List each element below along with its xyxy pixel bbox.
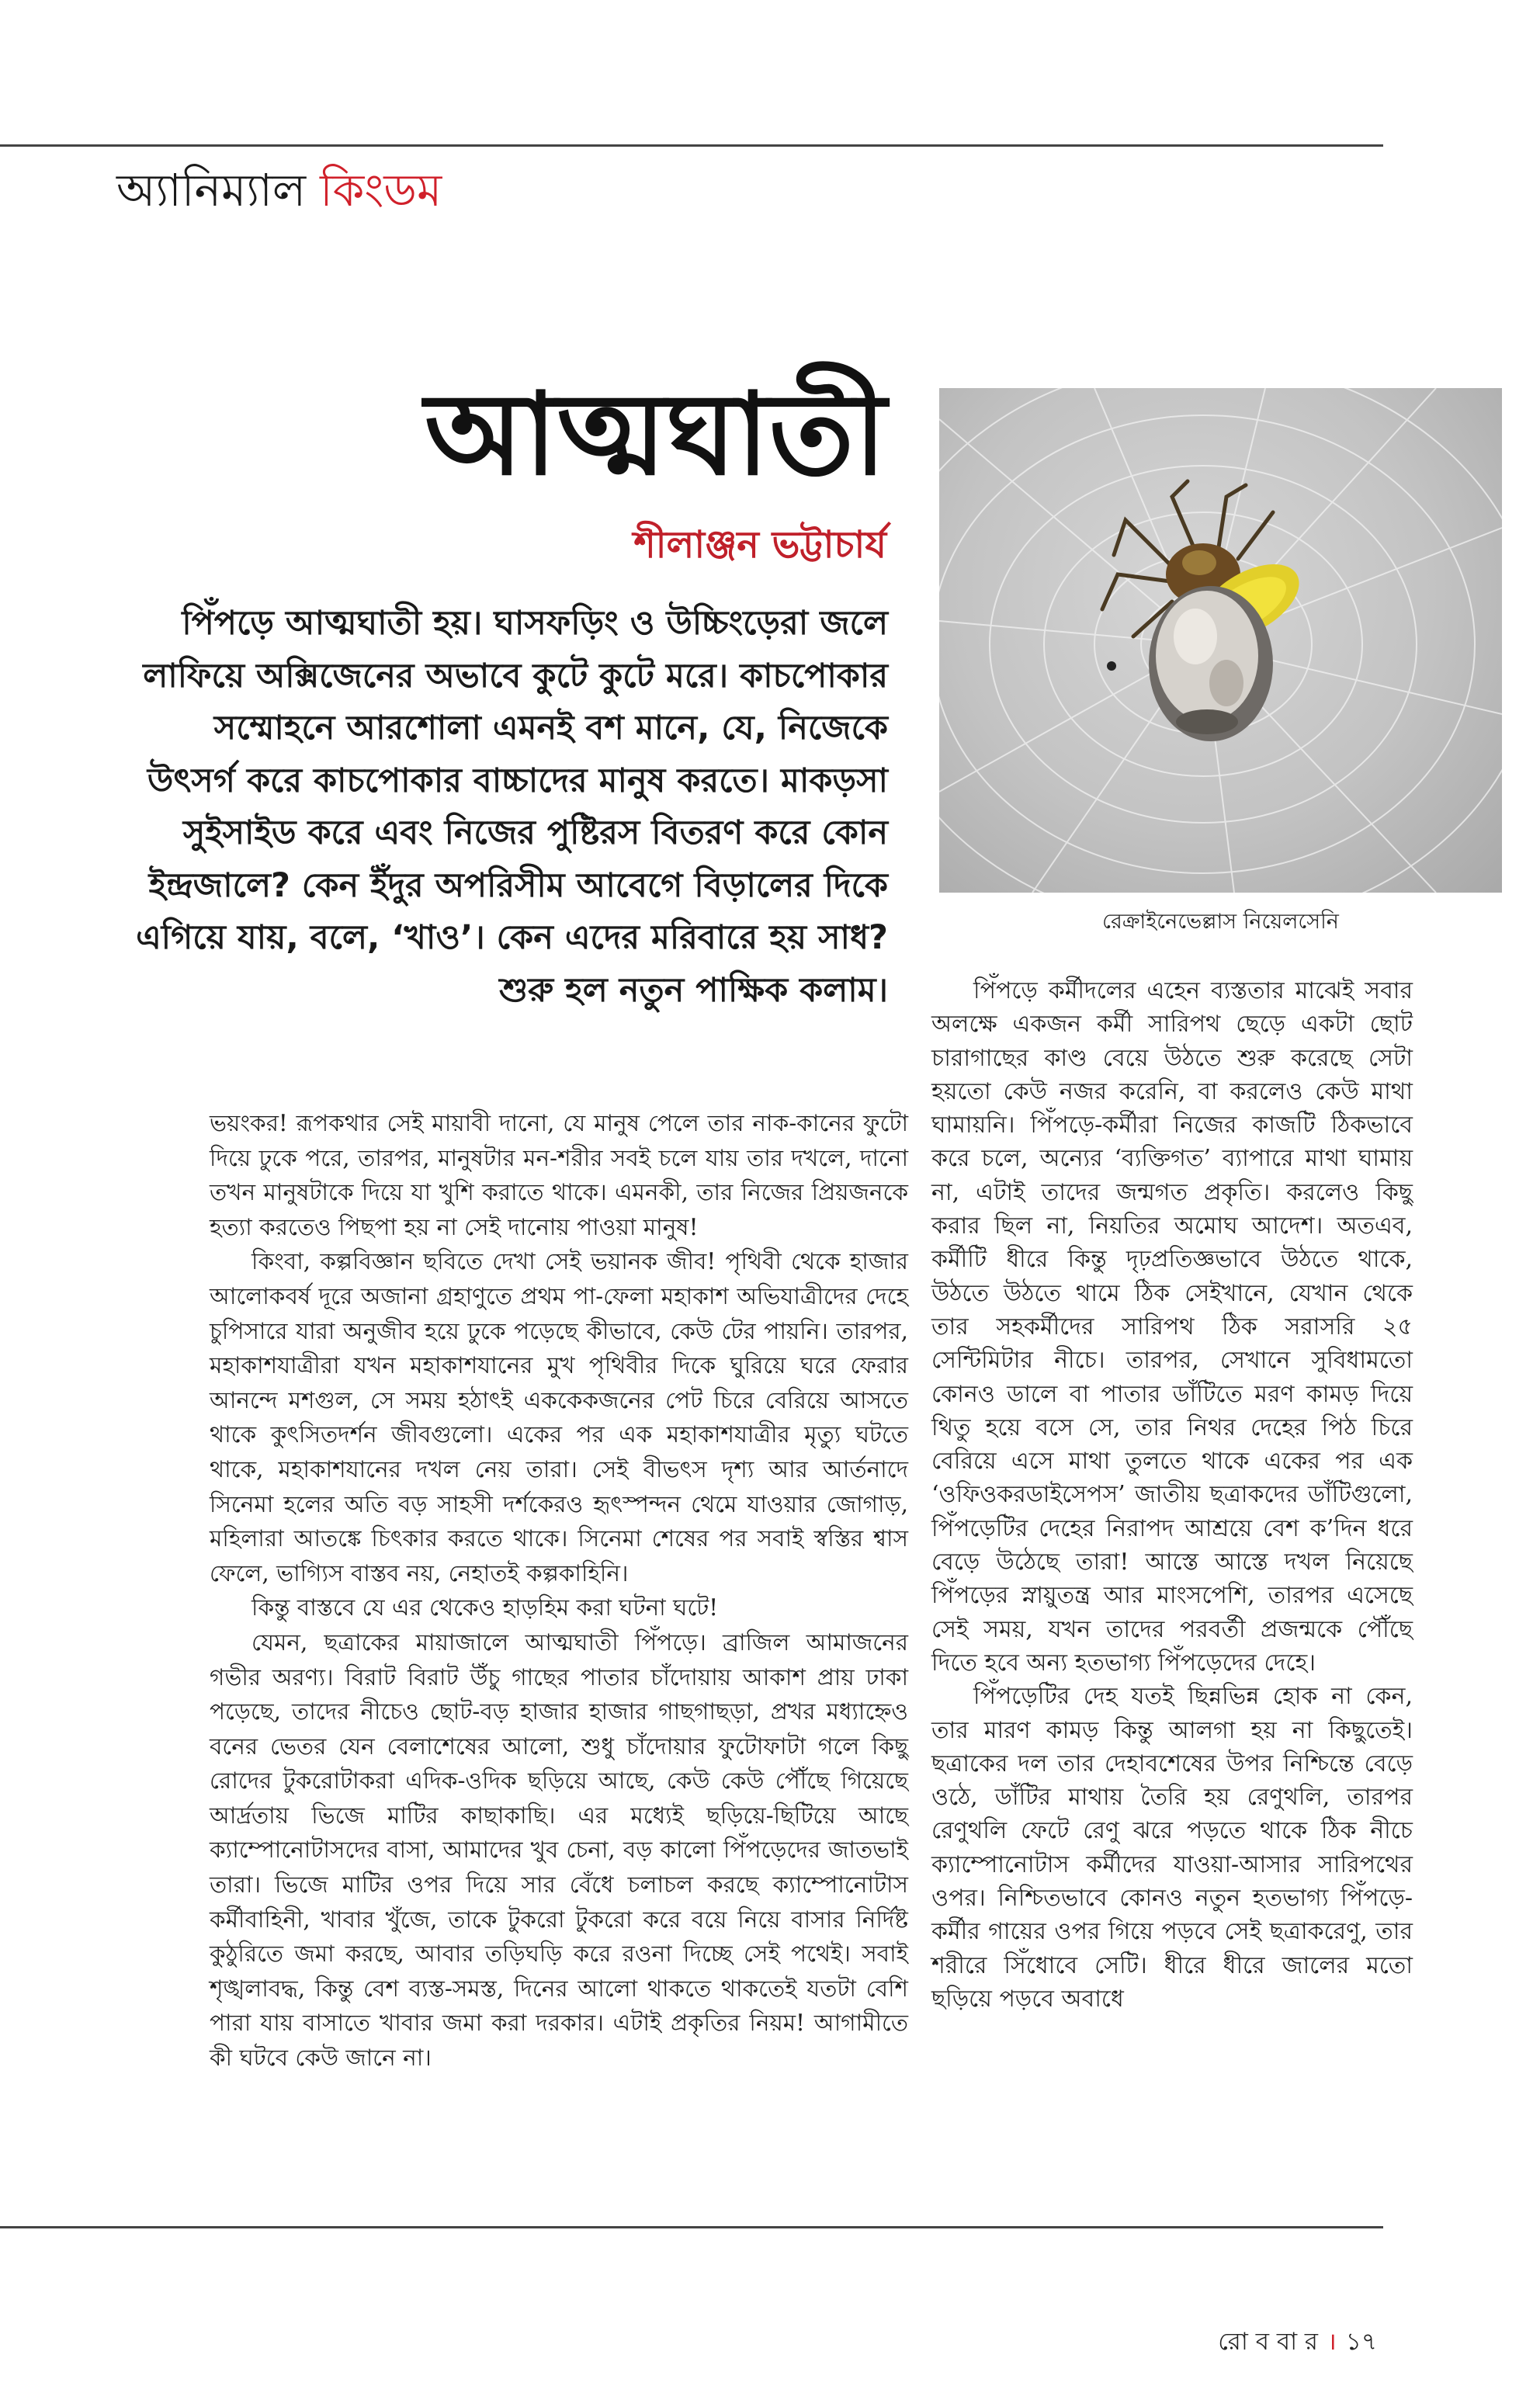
paragraph: পিঁপড়েটির দেহ যতই ছিন্নভিন্ন হোক না কেন, তার মারণ কামড় কিন্তু আলগা হয় না কিছুতেই। ছত্রাকের দল তার দেহাবশেষের উপর নিশ্চিন্তে বেড়ে ওঠে, ডাঁটির মাথায় তৈরি হয় রেণুথলি, তারপর রেণুথলি ফেটে রেণু ঝরে পড়তে থাকে ঠিক নীচে ক্যাম্পোনোটাস কর্মীদের যাওয়া-আসার সারিপথের ওপর। নিশ্চিতভাবে কোনও নতুন হতভাগ্য পিঁপড়ে-কর্মীর গায়ের ওপর গিয়ে পড়বে সেই ছত্রাকরেণু, তার শরীরে সিঁধোবে সেটি। ধীরে ধীরে জালের মতো ছড়িয়ে পড়বে অবাধে bbox=[931, 1683, 1413, 2013]
spider-photo bbox=[939, 388, 1502, 893]
page-number: ১৭ bbox=[1345, 2328, 1377, 2356]
section-heading-word-kingdom: কিংডম bbox=[320, 164, 442, 217]
paragraph: যেমন, ছত্রাকের মায়াজালে আত্মঘাতী পিঁপড়ে। ব্রাজিল আমাজনের গভীর অরণ্য। বিরাট বিরাট উঁচু গাছের পাতার চাঁদোয়ায় আকাশ প্রায় ঢাকা পড়েছে, তাদের নীচেও ছোট-বড় হাজার হাজার গাছগাছড়া, প্রখর মধ্যাহ্নেও বনের ভেতর যেন বেলাশেষের আলো, শুধু চাঁদোয়ার ফুটোফাটা গলে কিছু রোদের টুকরোটাকরা এদিক-ওদিক ছড়িয়ে আছে, কেউ কেউ পৌঁছে গিয়েছে আর্দ্রতায় ভিজে মাটির কাছাকাছি। এর মধ্যেই ছড়িয়ে-ছিটিয়ে আছে ক্যাম্পোনোটাসদের বাসা, আমাদের খুব চেনা, বড় কালো পিঁপড়েদের জাতভাই তারা। ভিজে মাটির ওপর দিয়ে সার বেঁধে চলাচল করছে ক্যাম্পোনোটাস কর্মীবাহিনী, খাবার খুঁজে, তাকে টুকরো টুকরো করে বয়ে নিয়ে বাসার নির্দিষ্ট কুঠুরিতে জমা করছে, আবার তড়িঘড়ি করে রওনা দিচ্ছে সেই পথেই। সবাই শৃঙ্খলাবদ্ধ, কিন্তু বেশ ব্যস্ত-সমস্ত, দিনের আলো থাকতে থাকতেই যতটা বেশি পারা যায় বাসাতে খাবার জমা করা দরকার। এটাই প্রকৃতির নিয়ম! আগামীতে কী ঘটবে কেউ জানে না। bbox=[210, 1628, 908, 2072]
section-heading bbox=[116, 159, 442, 221]
spider-web-illustration bbox=[939, 388, 1502, 893]
article-headline: আত্মঘাতী bbox=[425, 369, 886, 501]
page-footer bbox=[1218, 2325, 1377, 2359]
body-column-left bbox=[210, 1106, 908, 2076]
bottom-rule bbox=[0, 2226, 1383, 2228]
paragraph: কিংবা, কল্পবিজ্ঞান ছবিতে দেখা সেই ভয়ানক জীব! পৃথিবী থেকে হাজার আলোকবর্ষ দূরে অজানা গ্রহাণুতে প্রথম পা-ফেলা মহাকাশ অভিযাত্রীদের দেহে চুপিসারে যারা অনুজীব হয়ে ঢুকে পড়েছে কীভাবে, কেউ টের পায়নি। তারপর, মহাকাশযাত্রীরা যখন মহাকাশযানের মুখ পৃথিবীর দিকে ঘুরিয়ে ঘরে ফেরার আনন্দে মশগুল, সে সময় হঠাৎই এককেকজনের পেট চিরে বেরিয়ে আসতে থাকে কুৎসিতদর্শন জীবগুলো। একের পর এক মহাকাশযাত্রীর মৃত্যু ঘটতে থাকে, মহাকাশযানের দখল নেয় তারা। সেই বীভৎস দৃশ্য আর আর্তনাদে সিনেমা হলের অতি বড় সাহসী দর্শকেরও হৃৎস্পন্দন থেমে যাওয়ার জোগাড়, মহিলারা আতঙ্কে চিৎকার করতে থাকে। সিনেমা শেষের পর সবাই স্বস্তির শ্বাস ফেলে, ভাগ্যিস বাস্তব নয়, নেহাতই কল্পকাহিনি। bbox=[210, 1248, 908, 1587]
footer-separator: । bbox=[1327, 2328, 1337, 2356]
body-column-right bbox=[931, 974, 1413, 2016]
magazine-name: রো ব বা র bbox=[1218, 2328, 1318, 2356]
paragraph: পিঁপড়ে কর্মীদলের এহেন ব্যস্ততার মাঝেই সবার অলক্ষে একজন কর্মী সারিপথ ছেড়ে একটা ছোট চারাগাছের কাণ্ড বেয়ে উঠতে শুরু করেছে সেটা হয়তো কেউ নজর করেনি, বা করলেও কেউ মাথা ঘামায়নি। পিঁপড়ে-কর্মীরা নিজের কাজটি ঠিকভাবে করে চলে, অন্যের ‘ব্যক্তিগত’ ব্যাপারে মাথা ঘামায় না, এটাই তাদের জন্মগত প্রকৃতি। করলেও কিছু করার ছিল না, নিয়তির অমোঘ আদেশ। অতএব, কর্মীটি ধীরে কিন্তু দৃঢ়প্রতিজ্ঞভাবে উঠতে থাকে, উঠতে উঠতে থামে ঠিক সেইখানে, যেখান থেকে তার সহকর্মীদের সারিপথ ঠিক সরাসরি ২৫ সেন্টিমিটার নীচে। তারপর, সেখানে সুবিধামতো কোনও ডালে বা পাতার ডাঁটিতে মরণ কামড় দিয়ে থিতু হয়ে বসে সে, তার নিথর দেহের পিঠ চিরে বেরিয়ে এসে মাথা তুলতে থাকে একের পর এক ‘ওফিওকরডাইসেপস’ জাতীয় ছত্রাকদের ডাঁটিগুলো, পিঁপড়েটির দেহের নিরাপদ আশ্রয়ে বেশ ক’দিন ধরে বেড়ে উঠেছে তারা! আস্তে আস্তে দখল নিয়েছে পিঁপড়ের স্নায়ুতন্ত্র আর মাংসপেশি, তারপর এসেছে সেই সময়, যখন তাদের পরবর্তী প্রজন্মকে পৌঁছে দিতে হবে অন্য হতভাগ্য পিঁপড়েদের দেহে। bbox=[931, 977, 1413, 1677]
section-heading-word-animal: অ্যানিম্যাল bbox=[116, 164, 307, 217]
article-intro: পিঁপড়ে আত্মঘাতী হয়। ঘাসফড়িং ও উচ্চিংড়েরা জলে লাফিয়ে অক্সিজেনের অভাবে কুটে কুটে মরে। কাচপোকার সম্মোহনে আরশোলা এমনই বশ মানে, যে, নিজেকে উৎসর্গ করে কাচপোকার বাচ্চাদের মানুষ করতে। মাকড়সা সুইসাইড করে এবং নিজের পুষ্টিরস বিতরণ করে কোন ইন্দ্রজালে? কেন ইঁদুর অপরিসীম আবেগে বিড়ালের দিকে এগিয়ে যায়, বলে, ‘খাও’। কেন এদের মরিবারে হয় সাধ? শুরু হল নতুন পাক্ষিক কলাম। bbox=[136, 604, 888, 1010]
photo-caption: রেক্রাইনেভেল্লাস নিয়েলসেনি bbox=[1102, 910, 1339, 934]
top-rule bbox=[0, 144, 1383, 147]
article-author: শীলাঞ্জন ভট্টাচার্য bbox=[633, 523, 886, 567]
paragraph: ভয়ংকর! রূপকথার সেই মায়াবী দানো, যে মানুষ পেলে তার নাক-কানের ফুটো দিয়ে ঢুকে পরে, তারপর, মানুষটার মন-শরীর সবই চলে যায় তার দখলে, দানো তখন মানুষটাকে দিয়ে যা খুশি করাতে থাকে। এমনকী, তার নিজের প্রিয়জনকে হত্যা করতেও পিছপা হয় না সেই দানোয় পাওয়া মানুষ! bbox=[210, 1110, 908, 1240]
paragraph: কিন্তু বাস্তবে যে এর থেকেও হাড়হিম করা ঘটনা ঘটে! bbox=[251, 1594, 719, 1621]
